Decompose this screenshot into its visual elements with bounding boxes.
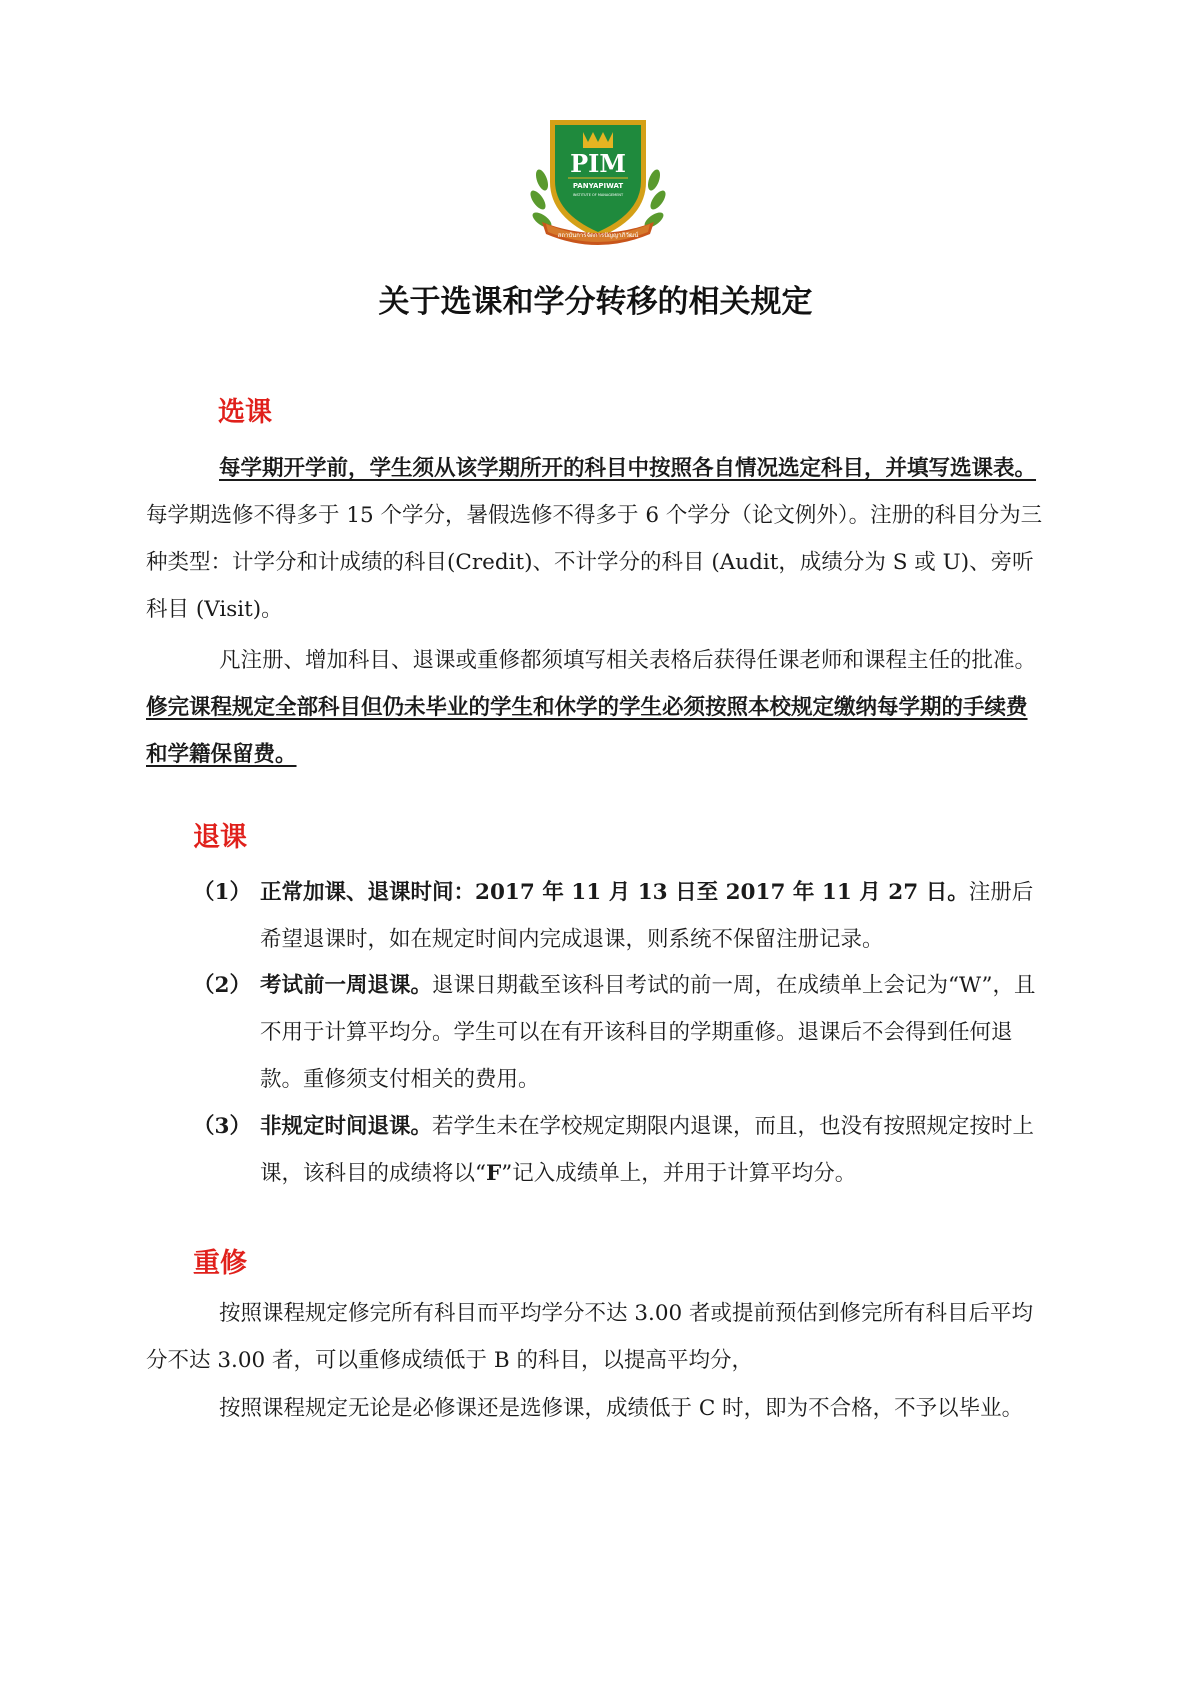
item-bold-text: 非规定时间退课。: [260, 1114, 433, 1139]
logo-text: PIM: [570, 149, 626, 178]
logo-subtext: PANYAPIWAT: [572, 182, 624, 190]
item-number: （1）: [193, 880, 251, 905]
grade-letter: F: [486, 1161, 502, 1186]
section-heading-withdrawal: 退课: [193, 822, 247, 853]
course-selection-paragraph-1: [146, 445, 1043, 633]
course-selection-paragraph-2: [146, 637, 1043, 778]
pim-logo: [528, 110, 668, 252]
course-selection-emphasis: 每学期开学前，学生须从该学期所开的科目中按照各自情况选定科目，并填写选课表。: [219, 456, 1037, 481]
pim-shield-icon: [528, 110, 668, 252]
course-selection-details: 每学期选修不得多于 15 个学分，暑假选修不得多于 6 个学分（论文例外）。注册的科目分为三种类型：计学分和计成绩的科目(Credit)、不计学分的科目 (Audit，成绩分为 S 或 U)、旁听科目 (Visit)。: [146, 503, 1043, 622]
retake-paragraph-2: 按照课程规定无论是必修课还是选修课，成绩低于 C 时，即为不合格，不予以毕业。: [219, 1396, 1024, 1421]
logo-ribbon-text: สถาบันการจัดการปัญญาภิวัฒน์: [557, 232, 639, 239]
item-bold-text: 正常加课、退课时间：2017 年 11 月 13 日至 2017 年 11 月 27 日。: [260, 880, 969, 905]
withdrawal-item: [193, 1103, 1051, 1197]
fee-emphasis: 修完课程规定全部科目但仍未毕业的学生和休学的学生必须按照本校规定缴纳每学期的手续费和学籍保留费。: [146, 695, 1028, 767]
approval-text: 凡注册、增加科目、退课或重修都须填写相关表格后获得任课老师和课程主任的批准。: [219, 648, 1037, 673]
retake-paragraph-1: 按照课程规定修完所有科目而平均学分不达 3.00 者或提前预估到修完所有科目后平均分不达 3.00 者，可以重修成绩低于 B 的科目，以提高平均分，: [146, 1301, 1034, 1373]
item-text: 注册后希望退课时，如在规定时间内完成退课，则系统不保留注册记录。: [260, 880, 1034, 952]
item-bold-text: 考试前一周退课。: [260, 973, 433, 998]
item-number: （2）: [193, 973, 251, 998]
item-text: 退课日期截至该科目考试的前一周，在成绩单上会记为“W”，且不用于计算平均分。学生可以在有开该科目的学期重修。退课后不会得到任何退款。重修须支付相关的费用。: [260, 973, 1036, 1092]
section-heading-retake: 重修: [193, 1248, 247, 1279]
section-heading-course-selection: 选课: [218, 397, 272, 428]
item-text-end: ”记入成绩单上，并用于计算平均分。: [501, 1161, 857, 1186]
logo-small-text: INSTITUTE OF MANAGEMENT: [572, 193, 624, 197]
item-number: （3）: [193, 1114, 251, 1139]
item-text: 若学生未在学校规定期限内退课，而且，也没有按照规定按时上课，该科目的成绩将以“: [260, 1114, 1035, 1186]
document-title: 关于选课和学分转移的相关规定: [378, 284, 813, 320]
withdrawal-item: [193, 962, 1051, 1103]
withdrawal-item: [193, 869, 1051, 963]
